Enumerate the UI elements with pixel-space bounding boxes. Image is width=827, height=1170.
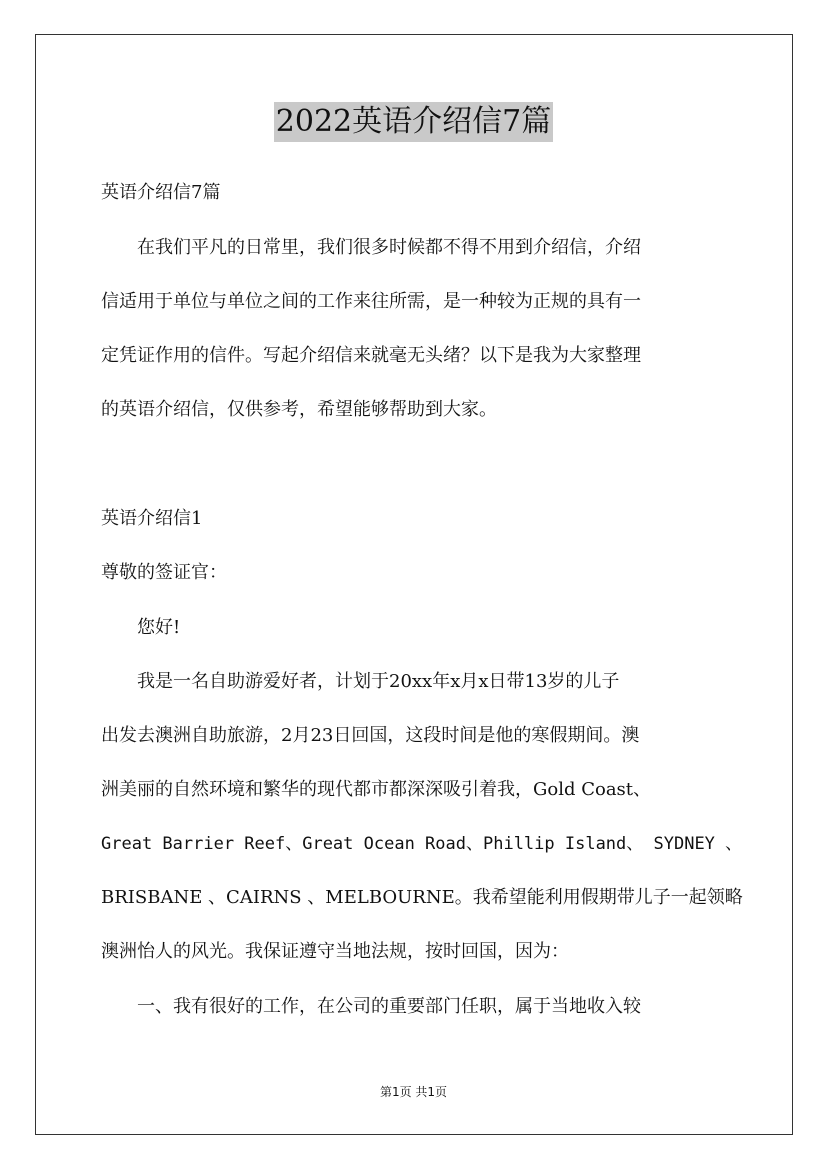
intro-line-1: 在我们平凡的日常里，我们很多时候都不得不用到介绍信，介绍 [101, 237, 641, 258]
body-line-2: 出发去澳洲自助旅游，2月23日回国，这段时间是他的寒假期间。澳 [101, 725, 640, 746]
subtitle: 英语介绍信7篇 [101, 182, 221, 203]
greeting: 您好! [101, 617, 181, 638]
intro-line-3: 定凭证作用的信件。写起介绍信来就毫无头绪？以下是我为大家整理 [101, 345, 641, 366]
intro-line-2: 信适用于单位与单位之间的工作来往所需，是一种较为正规的具有一 [101, 291, 641, 312]
body-line-4: Great Barrier Reef、Great Ocean Road、Phillip Island、 SYDNEY 、 [101, 834, 743, 854]
section-heading: 英语介绍信1 [101, 508, 203, 529]
title-container [0, 102, 827, 142]
document-title: 2022英语介绍信7篇 [274, 102, 553, 142]
body-line-7: 一、我有很好的工作，在公司的重要部门任职，属于当地收入较 [101, 996, 641, 1017]
intro-line-4: 的英语介绍信，仅供参考，希望能够帮助到大家。 [101, 399, 497, 420]
body-line-6: 澳洲怡人的风光。我保证遵守当地法规，按时回国，因为： [101, 941, 569, 962]
body-line-1: 我是一名自助游爱好者，计划于20xx年x月x日带13岁的儿子 [101, 671, 620, 692]
page-footer: 第1页 共1页 [379, 1085, 448, 1099]
salutation: 尊敬的签证官： [101, 562, 227, 583]
body-line-5: BRISBANE 、CAIRNS 、MELBOURNE。我希望能利用假期带儿子一起领略 [101, 887, 743, 908]
body-line-3: 洲美丽的自然环境和繁华的现代都市都深深吸引着我，Gold Coast、 [101, 779, 652, 800]
